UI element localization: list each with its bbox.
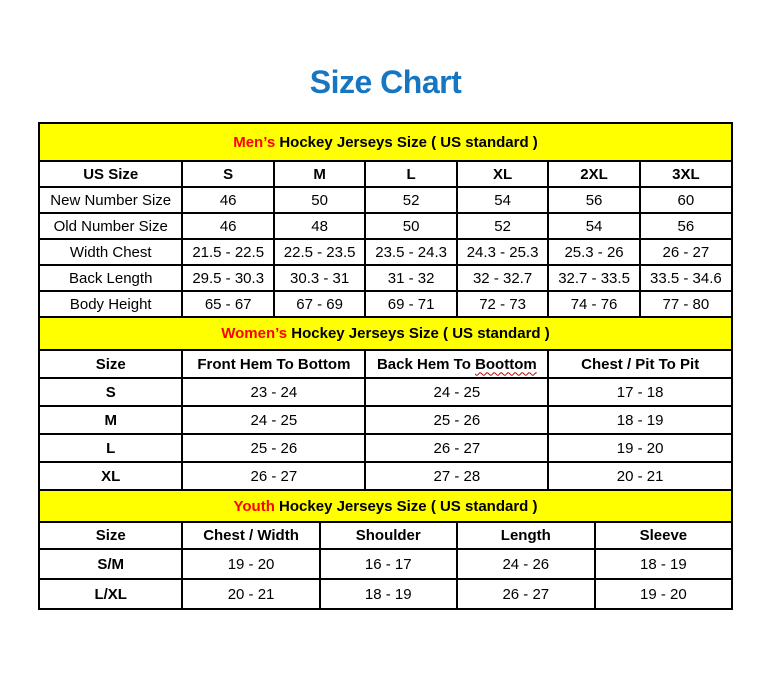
table-cell: 24 - 26 (457, 549, 595, 579)
womens-banner (39, 317, 732, 350)
table-cell: 50 (274, 187, 365, 213)
table-cell: 18 - 19 (548, 406, 732, 434)
table-cell: 23.5 - 24.3 (365, 239, 456, 265)
mens-banner-text: Hockey Jerseys Size ( US standard ) (275, 133, 538, 151)
table-cell: 32.7 - 33.5 (548, 265, 639, 291)
column-header: Size (39, 350, 182, 378)
table-cell: 26 - 27 (182, 462, 365, 490)
table-cell: 33.5 - 34.6 (640, 265, 732, 291)
womens-size-table (38, 316, 733, 491)
table-cell: 24 - 25 (365, 378, 548, 406)
column-header: Size (39, 522, 182, 549)
table-cell: 52 (365, 187, 456, 213)
row-label: L/XL (39, 579, 182, 609)
table-cell: 25 - 26 (182, 434, 365, 462)
column-header: M (274, 161, 365, 187)
table-cell: 23 - 24 (182, 378, 365, 406)
youth-banner (39, 490, 732, 522)
table-cell: 25 - 26 (365, 406, 548, 434)
row-label: M (39, 406, 182, 434)
row-label: Back Length (39, 265, 182, 291)
row-label: XL (39, 462, 182, 490)
table-cell: 16 - 17 (320, 549, 457, 579)
table-cell: 32 - 32.7 (457, 265, 548, 291)
size-tables-container (38, 122, 733, 610)
misspelled-word: Boottom (475, 355, 537, 373)
table-cell: 22.5 - 23.5 (274, 239, 365, 265)
row-label: Old Number Size (39, 213, 182, 239)
table-cell: 46 (182, 213, 273, 239)
row-label: L (39, 434, 182, 462)
column-header: Sleeve (595, 522, 732, 549)
row-label: New Number Size (39, 187, 182, 213)
column-header: Shoulder (320, 522, 457, 549)
table-cell: 54 (457, 187, 548, 213)
row-label: S/M (39, 549, 182, 579)
table-cell: 26 - 27 (640, 239, 732, 265)
table-cell: 69 - 71 (365, 291, 456, 317)
table-cell: 56 (640, 213, 732, 239)
table-cell: 46 (182, 187, 273, 213)
table-cell: 56 (548, 187, 639, 213)
table-cell: 74 - 76 (548, 291, 639, 317)
womens-banner-text: Hockey Jerseys Size ( US standard ) (287, 325, 550, 342)
youth-size-table (38, 489, 733, 610)
table-cell: 67 - 69 (274, 291, 365, 317)
youth-banner-text: Hockey Jerseys Size ( US standard ) (274, 497, 538, 515)
table-cell: 50 (365, 213, 456, 239)
table-cell: 77 - 80 (640, 291, 732, 317)
column-header: Length (457, 522, 595, 549)
table-cell: 20 - 21 (548, 462, 732, 490)
mens-banner-highlight: Men’s (233, 133, 276, 151)
mens-size-table (38, 122, 733, 318)
table-cell: 17 - 18 (548, 378, 732, 406)
row-label: Width Chest (39, 239, 182, 265)
table-cell: 19 - 20 (548, 434, 732, 462)
table-cell: 24 - 25 (182, 406, 365, 434)
mens-banner (39, 123, 732, 161)
table-cell: 19 - 20 (182, 549, 319, 579)
column-header: XL (457, 161, 548, 187)
table-cell: 26 - 27 (457, 579, 595, 609)
table-cell: 27 - 28 (365, 462, 548, 490)
column-header: S (182, 161, 273, 187)
table-cell: 54 (548, 213, 639, 239)
table-cell: 30.3 - 31 (274, 265, 365, 291)
column-header: L (365, 161, 456, 187)
page-title: Size Chart (309, 64, 462, 100)
column-header: 3XL (640, 161, 732, 187)
table-cell: 31 - 32 (365, 265, 456, 291)
row-label: Body Height (39, 291, 182, 317)
column-header: Front Hem To Bottom (182, 350, 365, 378)
table-cell: 20 - 21 (182, 579, 319, 609)
column-header: 2XL (548, 161, 639, 187)
table-cell: 24.3 - 25.3 (457, 239, 548, 265)
table-cell: 21.5 - 22.5 (182, 239, 273, 265)
row-label: S (39, 378, 182, 406)
column-header: Back Hem To Boottom (365, 350, 548, 378)
table-cell: 72 - 73 (457, 291, 548, 317)
table-cell: 52 (457, 213, 548, 239)
table-cell: 18 - 19 (595, 549, 732, 579)
table-cell: 26 - 27 (365, 434, 548, 462)
table-cell: 65 - 67 (182, 291, 273, 317)
table-cell: 60 (640, 187, 732, 213)
youth-banner-highlight: Youth (233, 497, 275, 515)
womens-banner-highlight: Women’s (221, 325, 288, 342)
table-cell: 29.5 - 30.3 (182, 265, 273, 291)
table-cell: 48 (274, 213, 365, 239)
table-cell: 25.3 - 26 (548, 239, 639, 265)
column-header: Chest / Pit To Pit (548, 350, 732, 378)
column-header: US Size (39, 161, 182, 187)
column-header: Chest / Width (182, 522, 319, 549)
table-cell: 18 - 19 (320, 579, 457, 609)
table-cell: 19 - 20 (595, 579, 732, 609)
